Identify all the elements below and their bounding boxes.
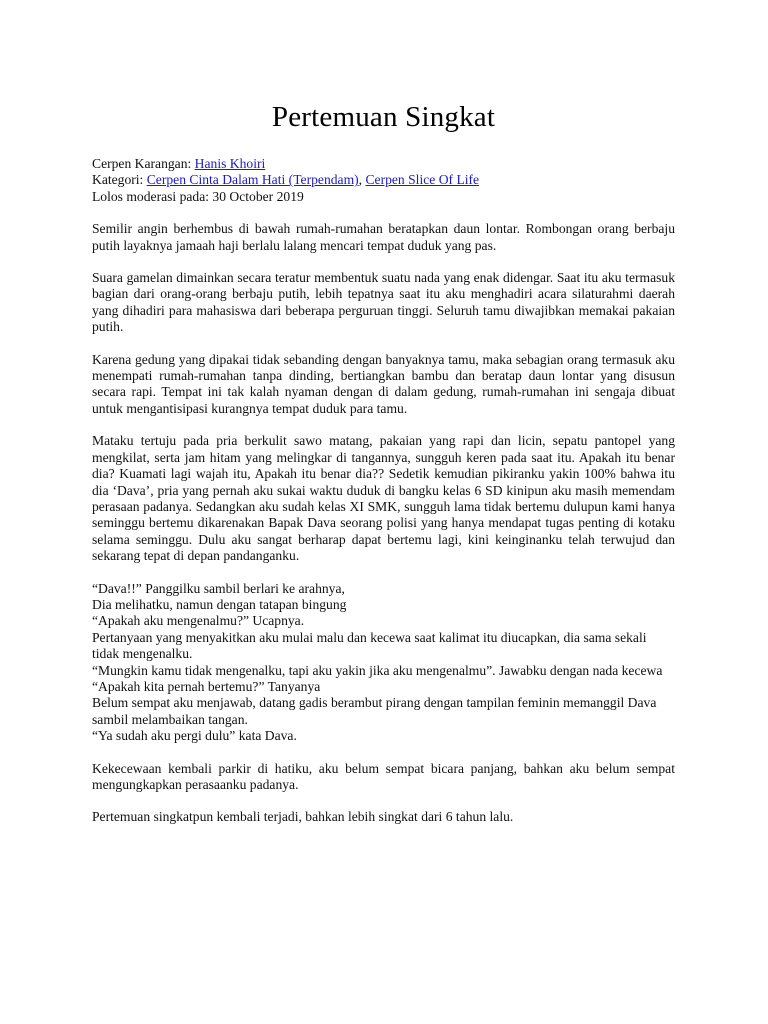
dialogue-line: Belum sempat aku menjawab, datang gadis berambut pirang dengan tampilan feminin memanggil Dava sambil melambaikan tangan. (92, 695, 657, 727)
category-label: Kategori: (92, 172, 147, 188)
dialogue-line: “Apakah kita pernah bertemu?” Tanyanya (92, 678, 321, 694)
paragraph: Semilir angin berhembus di bawah rumah-rumahan beratapkan daun lontar. Rombongan orang berbaju putih layaknya jamaah haji berlalu lalang mencari tempat duduk yang pas. (92, 221, 675, 253)
dialogue-line: “Apakah aku mengenalmu?” Ucapnya. (92, 613, 305, 629)
dialogue-line: Pertanyaan yang menyakitkan aku mulai malu dan kecewa saat kalimat itu diucapkan, dia sama sekali tidak mengenalku. (92, 629, 647, 662)
dialogue-line: “Ya sudah aku pergi dulu” kata Dava. (92, 728, 297, 744)
article-meta (92, 156, 675, 205)
paragraph: Suara gamelan dimainkan secara teratur membentuk suatu nada yang enak didengar. Saat itu aku termasuk bagian dari orang-orang berbaju putih, lebih tepatnya saat itu aku menghadiri acara silaturahmi daerah yang dihadiri para mahasiswa dari beberapa perguruan tinggi. Seluruh tamu diwajibkan memakai pakaian putih. (92, 270, 675, 335)
category-separator: , (358, 172, 366, 188)
category-link-slice-of-life[interactable]: Cerpen Slice Of Life (365, 172, 480, 188)
author-label: Cerpen Karangan: (92, 156, 195, 171)
paragraph: Mataku tertuju pada pria berkulit sawo matang, pakaian yang rapi dan licin, sepatu pantopel yang mengkilat, serta jam hitam yang melingkar di tangannya, sungguh keren pada saat itu. Apakah itu benar dia? Kuamati lagi wajah itu, Apakah itu benar dia?? Sedetik kemudian pikiranku yakin 100% bahwa itu dia ‘Dava’, pria yang pernah aku sukai waktu duduk di bangku kelas 6 SD kinipun aku masih memendam perasaan padanya. Sedangkan aku sudah kelas XI SMK, sungguh lama tidak bertemu dulupun kami hanya seminggu bertemu dikarenakan Bapak Dava seorang polisi yang hanya mendapat tugas penting di kotaku selama seminggu. Dulu aku sangat berharap dapat bertemu lagi, kini keinginanku telah terwujud dan sekarang tepat di depan pandanganku. (92, 433, 675, 564)
dialogue-block (92, 581, 675, 745)
author-link[interactable]: Hanis Khoiri (194, 156, 266, 171)
dialogue-line: Dia melihatku, namun dengan tatapan bingung (92, 596, 347, 612)
dialogue-line: “Mungkin kamu tidak mengenalku, tapi aku yakin jika aku mengenalmu”. Jawabku dengan nada kecewa (92, 662, 663, 678)
article (92, 100, 675, 842)
paragraph: Karena gedung yang dipakai tidak sebanding dengan banyaknya tamu, maka sebagian orang termasuk aku menempati rumah-rumahan tanpa dinding, bertiangkan bambu dan beratap daun lontar yang disusun secara rapi. Tempat ini tak kalah nyaman dengan di dalam gedung, rumah-rumahan ini sengaja dibuat untuk mengantisipasi kurangnya tempat duduk para tamu. (92, 351, 675, 416)
moderation-date: Lolos moderasi pada: 30 October 2019 (92, 188, 304, 204)
author-line (92, 156, 675, 172)
paragraph: Kekecewaan kembali parkir di hatiku, aku belum sempat bicara panjang, bahkan aku belum sempat mengungkapkan perasaanku padanya. (92, 760, 675, 792)
page-title: Pertemuan Singkat (271, 101, 496, 133)
paragraph: Pertemuan singkatpun kembali terjadi, bahkan lebih singkat dari 6 tahun lalu. (92, 809, 514, 825)
category-link-cinta[interactable]: Cerpen Cinta Dalam Hati (Terpendam) (146, 172, 359, 188)
dialogue-line: “Dava!!” Panggilku sambil berlari ke arahnya, (92, 580, 345, 596)
category-line (92, 172, 675, 188)
